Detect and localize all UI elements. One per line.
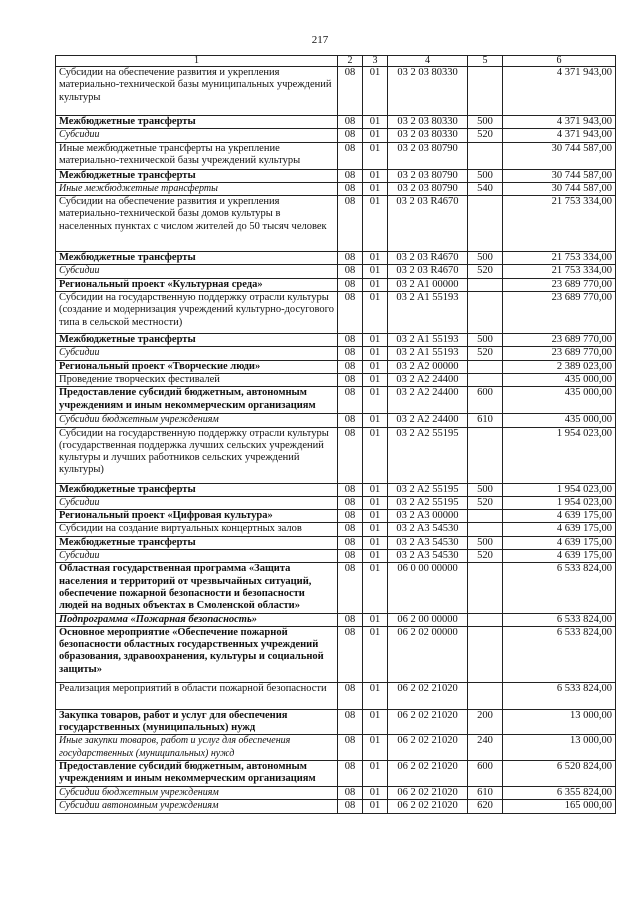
row-code-cell: 03 2 A1 55193 bbox=[388, 292, 468, 334]
row-section-cell: 08 bbox=[338, 360, 363, 373]
table-row bbox=[56, 142, 616, 169]
row-name-cell: Предоставление субсидий бюджетным, автономным учреждениям и иным некоммерческим организациям bbox=[56, 387, 338, 414]
row-code-cell: 03 2 A3 54530 bbox=[388, 536, 468, 549]
row-code-cell: 03 2 03 R4670 bbox=[388, 252, 468, 265]
row-name-cell: Основное мероприятие «Обеспечение пожарной безопасности областных государственных учреждений образования, здравоохранения, культуры и социальной защиты» bbox=[56, 626, 338, 682]
row-name-cell: Субсидии bbox=[56, 347, 338, 360]
row-section-cell: 08 bbox=[338, 563, 363, 613]
row-section-cell: 08 bbox=[338, 735, 363, 761]
table-row bbox=[56, 735, 616, 761]
row-section-cell: 08 bbox=[338, 182, 363, 195]
row-name-cell: Проведение творческих фестивалей bbox=[56, 373, 338, 386]
row-section-cell: 08 bbox=[338, 292, 363, 334]
row-subsection-cell: 01 bbox=[363, 129, 388, 142]
table-row bbox=[56, 787, 616, 800]
row-section-cell: 08 bbox=[338, 347, 363, 360]
row-section-cell: 08 bbox=[338, 800, 363, 813]
row-amount-cell: 4 639 175,00 bbox=[503, 536, 616, 549]
table-row bbox=[56, 278, 616, 291]
row-code-cell: 06 2 02 21020 bbox=[388, 787, 468, 800]
row-type-cell bbox=[468, 360, 503, 373]
row-code-cell: 03 2 A2 55195 bbox=[388, 496, 468, 509]
page-number: 217 bbox=[311, 34, 329, 46]
row-amount-cell: 21 753 334,00 bbox=[503, 252, 616, 265]
row-name-cell: Субсидии на создание виртуальных концертных залов bbox=[56, 523, 338, 536]
row-subsection-cell: 01 bbox=[363, 196, 388, 252]
row-code-cell: 06 2 02 21020 bbox=[388, 800, 468, 813]
row-name-cell: Межбюджетные трансферты bbox=[56, 116, 338, 129]
row-subsection-cell: 01 bbox=[363, 709, 388, 735]
row-amount-cell: 165 000,00 bbox=[503, 800, 616, 813]
row-type-cell: 540 bbox=[468, 182, 503, 195]
table-row bbox=[56, 550, 616, 563]
table-row bbox=[56, 510, 616, 523]
row-subsection-cell: 01 bbox=[363, 142, 388, 169]
row-subsection-cell: 01 bbox=[363, 550, 388, 563]
row-name-cell: Субсидии bbox=[56, 496, 338, 509]
row-type-cell: 500 bbox=[468, 169, 503, 182]
row-code-cell: 03 2 03 R4670 bbox=[388, 265, 468, 278]
row-type-cell: 500 bbox=[468, 536, 503, 549]
row-subsection-cell: 01 bbox=[363, 563, 388, 613]
row-amount-cell: 6 533 824,00 bbox=[503, 682, 616, 709]
row-amount-cell: 6 520 824,00 bbox=[503, 761, 616, 787]
row-type-cell bbox=[468, 563, 503, 613]
row-name-cell: Иные закупки товаров, работ и услуг для обеспечения государственных (муниципальных) нужд bbox=[56, 735, 338, 761]
row-subsection-cell: 01 bbox=[363, 800, 388, 813]
row-code-cell: 06 2 02 21020 bbox=[388, 709, 468, 735]
row-amount-cell: 4 371 943,00 bbox=[503, 67, 616, 116]
row-amount-cell: 6 533 824,00 bbox=[503, 613, 616, 626]
row-code-cell: 03 2 03 R4670 bbox=[388, 196, 468, 252]
row-type-cell bbox=[468, 626, 503, 682]
row-section-cell: 08 bbox=[338, 334, 363, 347]
row-amount-cell: 13 000,00 bbox=[503, 709, 616, 735]
row-subsection-cell: 01 bbox=[363, 334, 388, 347]
table-row bbox=[56, 613, 616, 626]
row-amount-cell: 1 954 023,00 bbox=[503, 483, 616, 496]
table-row bbox=[56, 709, 616, 735]
row-type-cell bbox=[468, 373, 503, 386]
row-section-cell: 08 bbox=[338, 67, 363, 116]
row-amount-cell: 13 000,00 bbox=[503, 735, 616, 761]
row-subsection-cell: 01 bbox=[363, 278, 388, 291]
row-code-cell: 03 2 03 80330 bbox=[388, 67, 468, 116]
header-cell: 1 bbox=[56, 56, 338, 67]
row-code-cell: 03 2 A2 55195 bbox=[388, 427, 468, 483]
row-subsection-cell: 01 bbox=[363, 483, 388, 496]
row-section-cell: 08 bbox=[338, 787, 363, 800]
row-name-cell: Субсидии на обеспечение развития и укрепления материально-технической базы муниципальных учреждений культуры bbox=[56, 67, 338, 116]
row-amount-cell: 4 371 943,00 bbox=[503, 129, 616, 142]
row-subsection-cell: 01 bbox=[363, 116, 388, 129]
row-amount-cell: 21 753 334,00 bbox=[503, 196, 616, 252]
row-subsection-cell: 01 bbox=[363, 347, 388, 360]
row-subsection-cell: 01 bbox=[363, 169, 388, 182]
table-row bbox=[56, 387, 616, 414]
row-type-cell: 500 bbox=[468, 483, 503, 496]
row-name-cell: Региональный проект «Творческие люди» bbox=[56, 360, 338, 373]
row-type-cell bbox=[468, 510, 503, 523]
row-type-cell bbox=[468, 278, 503, 291]
table-body bbox=[56, 67, 616, 814]
row-name-cell: Межбюджетные трансферты bbox=[56, 334, 338, 347]
row-subsection-cell: 01 bbox=[363, 373, 388, 386]
row-amount-cell: 4 371 943,00 bbox=[503, 116, 616, 129]
row-code-cell: 03 2 A2 24400 bbox=[388, 373, 468, 386]
row-subsection-cell: 01 bbox=[363, 536, 388, 549]
row-type-cell bbox=[468, 523, 503, 536]
row-code-cell: 03 2 A1 55193 bbox=[388, 347, 468, 360]
row-amount-cell: 21 753 334,00 bbox=[503, 265, 616, 278]
row-code-cell: 06 2 00 00000 bbox=[388, 613, 468, 626]
row-name-cell: Субсидии на обеспечение развития и укрепления материально-технической базы домов культуры в населенных пунктах с числом жителей до 50 тысяч человек bbox=[56, 196, 338, 252]
table-row bbox=[56, 360, 616, 373]
table-row bbox=[56, 169, 616, 182]
row-name-cell: Межбюджетные трансферты bbox=[56, 252, 338, 265]
row-code-cell: 03 2 A2 24400 bbox=[388, 387, 468, 414]
table-row bbox=[56, 761, 616, 787]
row-amount-cell: 6 533 824,00 bbox=[503, 626, 616, 682]
row-subsection-cell: 01 bbox=[363, 360, 388, 373]
row-section-cell: 08 bbox=[338, 523, 363, 536]
row-name-cell: Предоставление субсидий бюджетным, автономным учреждениям и иным некоммерческим организациям bbox=[56, 761, 338, 787]
row-section-cell: 08 bbox=[338, 414, 363, 427]
row-amount-cell: 30 744 587,00 bbox=[503, 182, 616, 195]
row-code-cell: 03 2 A2 24400 bbox=[388, 414, 468, 427]
row-code-cell: 03 2 A3 00000 bbox=[388, 510, 468, 523]
row-amount-cell: 4 639 175,00 bbox=[503, 550, 616, 563]
row-subsection-cell: 01 bbox=[363, 292, 388, 334]
row-subsection-cell: 01 bbox=[363, 252, 388, 265]
row-code-cell: 03 2 03 80330 bbox=[388, 129, 468, 142]
row-amount-cell: 30 744 587,00 bbox=[503, 142, 616, 169]
table-row bbox=[56, 536, 616, 549]
row-type-cell: 520 bbox=[468, 496, 503, 509]
row-type-cell: 500 bbox=[468, 116, 503, 129]
header-cell: 4 bbox=[388, 56, 468, 67]
row-section-cell: 08 bbox=[338, 278, 363, 291]
row-type-cell bbox=[468, 613, 503, 626]
row-name-cell: Субсидии автономным учреждениям bbox=[56, 800, 338, 813]
table-row bbox=[56, 196, 616, 252]
table-row bbox=[56, 800, 616, 813]
table-row bbox=[56, 496, 616, 509]
row-name-cell: Межбюджетные трансферты bbox=[56, 483, 338, 496]
budget-table-container bbox=[55, 55, 615, 814]
row-name-cell: Межбюджетные трансферты bbox=[56, 169, 338, 182]
row-section-cell: 08 bbox=[338, 510, 363, 523]
table-row bbox=[56, 182, 616, 195]
table-row bbox=[56, 427, 616, 483]
row-section-cell: 08 bbox=[338, 613, 363, 626]
row-section-cell: 08 bbox=[338, 387, 363, 414]
row-section-cell: 08 bbox=[338, 550, 363, 563]
budget-table bbox=[55, 55, 616, 814]
row-name-cell: Региональный проект «Культурная среда» bbox=[56, 278, 338, 291]
row-code-cell: 03 2 A2 00000 bbox=[388, 360, 468, 373]
row-name-cell: Реализация мероприятий в области пожарной безопасности bbox=[56, 682, 338, 709]
row-name-cell: Закупка товаров, работ и услуг для обеспечения государственных (муниципальных) нужд bbox=[56, 709, 338, 735]
row-amount-cell: 435 000,00 bbox=[503, 414, 616, 427]
row-name-cell: Субсидии bbox=[56, 550, 338, 563]
row-name-cell: Субсидии бюджетным учреждениям bbox=[56, 414, 338, 427]
row-code-cell: 06 2 02 21020 bbox=[388, 682, 468, 709]
row-section-cell: 08 bbox=[338, 709, 363, 735]
row-type-cell: 600 bbox=[468, 387, 503, 414]
row-type-cell bbox=[468, 196, 503, 252]
table-row bbox=[56, 252, 616, 265]
table-row bbox=[56, 292, 616, 334]
row-code-cell: 06 2 02 00000 bbox=[388, 626, 468, 682]
row-name-cell: Субсидии на государственную поддержку отрасли культуры (создание и модернизация учреждений культурно-досугового типа в сельской местности) bbox=[56, 292, 338, 334]
row-section-cell: 08 bbox=[338, 142, 363, 169]
row-type-cell: 500 bbox=[468, 334, 503, 347]
row-amount-cell: 435 000,00 bbox=[503, 373, 616, 386]
row-type-cell: 520 bbox=[468, 347, 503, 360]
row-type-cell bbox=[468, 427, 503, 483]
row-subsection-cell: 01 bbox=[363, 787, 388, 800]
header-cell: 3 bbox=[363, 56, 388, 67]
row-name-cell: Региональный проект «Цифровая культура» bbox=[56, 510, 338, 523]
row-amount-cell: 23 689 770,00 bbox=[503, 347, 616, 360]
row-type-cell bbox=[468, 682, 503, 709]
row-section-cell: 08 bbox=[338, 116, 363, 129]
row-subsection-cell: 01 bbox=[363, 182, 388, 195]
row-section-cell: 08 bbox=[338, 169, 363, 182]
row-section-cell: 08 bbox=[338, 196, 363, 252]
row-section-cell: 08 bbox=[338, 682, 363, 709]
row-section-cell: 08 bbox=[338, 129, 363, 142]
row-subsection-cell: 01 bbox=[363, 735, 388, 761]
row-name-cell: Межбюджетные трансферты bbox=[56, 536, 338, 549]
row-code-cell: 03 2 03 80330 bbox=[388, 116, 468, 129]
row-section-cell: 08 bbox=[338, 252, 363, 265]
row-amount-cell: 1 954 023,00 bbox=[503, 496, 616, 509]
table-row bbox=[56, 116, 616, 129]
row-subsection-cell: 01 bbox=[363, 414, 388, 427]
header-cell: 2 bbox=[338, 56, 363, 67]
row-section-cell: 08 bbox=[338, 483, 363, 496]
row-name-cell: Субсидии на государственную поддержку отрасли культуры (государственная поддержка лучших сельских учреждений культуры и лучших работников сельских учреждений культуры) bbox=[56, 427, 338, 483]
row-code-cell: 06 0 00 00000 bbox=[388, 563, 468, 613]
row-section-cell: 08 bbox=[338, 373, 363, 386]
row-code-cell: 03 2 A1 55193 bbox=[388, 334, 468, 347]
row-amount-cell: 4 639 175,00 bbox=[503, 510, 616, 523]
row-amount-cell: 2 389 023,00 bbox=[503, 360, 616, 373]
row-name-cell: Субсидии bbox=[56, 129, 338, 142]
table-row bbox=[56, 414, 616, 427]
header-row bbox=[56, 56, 616, 67]
row-amount-cell: 435 000,00 bbox=[503, 387, 616, 414]
row-amount-cell: 23 689 770,00 bbox=[503, 278, 616, 291]
row-code-cell: 03 2 A3 54530 bbox=[388, 523, 468, 536]
row-type-cell: 520 bbox=[468, 550, 503, 563]
row-code-cell: 06 2 02 21020 bbox=[388, 761, 468, 787]
table-row bbox=[56, 129, 616, 142]
row-subsection-cell: 01 bbox=[363, 265, 388, 278]
row-type-cell: 600 bbox=[468, 761, 503, 787]
row-section-cell: 08 bbox=[338, 761, 363, 787]
row-amount-cell: 4 639 175,00 bbox=[503, 523, 616, 536]
row-subsection-cell: 01 bbox=[363, 496, 388, 509]
row-subsection-cell: 01 bbox=[363, 626, 388, 682]
row-subsection-cell: 01 bbox=[363, 523, 388, 536]
row-amount-cell: 6 533 824,00 bbox=[503, 563, 616, 613]
row-amount-cell: 30 744 587,00 bbox=[503, 169, 616, 182]
row-type-cell: 240 bbox=[468, 735, 503, 761]
header-cell: 6 bbox=[503, 56, 616, 67]
table-row bbox=[56, 563, 616, 613]
table-row bbox=[56, 334, 616, 347]
row-type-cell bbox=[468, 142, 503, 169]
row-code-cell: 06 2 02 21020 bbox=[388, 735, 468, 761]
row-amount-cell: 23 689 770,00 bbox=[503, 292, 616, 334]
table-row bbox=[56, 682, 616, 709]
row-type-cell: 520 bbox=[468, 265, 503, 278]
row-type-cell: 520 bbox=[468, 129, 503, 142]
row-name-cell: Иные межбюджетные трансферты на укрепление материально-технической базы учреждений культуры bbox=[56, 142, 338, 169]
row-amount-cell: 23 689 770,00 bbox=[503, 334, 616, 347]
table-row bbox=[56, 265, 616, 278]
row-type-cell bbox=[468, 67, 503, 116]
row-name-cell: Подпрограмма «Пожарная безопасность» bbox=[56, 613, 338, 626]
row-type-cell: 610 bbox=[468, 414, 503, 427]
row-subsection-cell: 01 bbox=[363, 682, 388, 709]
row-section-cell: 08 bbox=[338, 536, 363, 549]
row-subsection-cell: 01 bbox=[363, 387, 388, 414]
row-subsection-cell: 01 bbox=[363, 761, 388, 787]
row-name-cell: Иные межбюджетные трансферты bbox=[56, 182, 338, 195]
row-type-cell: 610 bbox=[468, 787, 503, 800]
row-section-cell: 08 bbox=[338, 265, 363, 278]
row-type-cell: 620 bbox=[468, 800, 503, 813]
row-subsection-cell: 01 bbox=[363, 510, 388, 523]
row-subsection-cell: 01 bbox=[363, 67, 388, 116]
row-type-cell: 500 bbox=[468, 252, 503, 265]
row-name-cell: Субсидии bbox=[56, 265, 338, 278]
row-type-cell: 200 bbox=[468, 709, 503, 735]
row-code-cell: 03 2 A2 55195 bbox=[388, 483, 468, 496]
row-name-cell: Областная государственная программа «Защита населения и территорий от чрезвычайных ситуаций, обеспечение пожарной безопасности и безопасности людей на водных объектах в Смоленской области» bbox=[56, 563, 338, 613]
row-code-cell: 03 2 A1 00000 bbox=[388, 278, 468, 291]
row-subsection-cell: 01 bbox=[363, 427, 388, 483]
table-row bbox=[56, 67, 616, 116]
row-code-cell: 03 2 03 80790 bbox=[388, 169, 468, 182]
row-subsection-cell: 01 bbox=[363, 613, 388, 626]
row-code-cell: 03 2 03 80790 bbox=[388, 142, 468, 169]
row-amount-cell: 1 954 023,00 bbox=[503, 427, 616, 483]
row-code-cell: 03 2 03 80790 bbox=[388, 182, 468, 195]
table-row bbox=[56, 626, 616, 682]
table-row bbox=[56, 483, 616, 496]
header-cell: 5 bbox=[468, 56, 503, 67]
row-code-cell: 03 2 A3 54530 bbox=[388, 550, 468, 563]
row-name-cell: Субсидии бюджетным учреждениям bbox=[56, 787, 338, 800]
row-section-cell: 08 bbox=[338, 626, 363, 682]
row-type-cell bbox=[468, 292, 503, 334]
table-row bbox=[56, 347, 616, 360]
row-section-cell: 08 bbox=[338, 427, 363, 483]
row-amount-cell: 6 355 824,00 bbox=[503, 787, 616, 800]
row-section-cell: 08 bbox=[338, 496, 363, 509]
table-row bbox=[56, 373, 616, 386]
table-row bbox=[56, 523, 616, 536]
